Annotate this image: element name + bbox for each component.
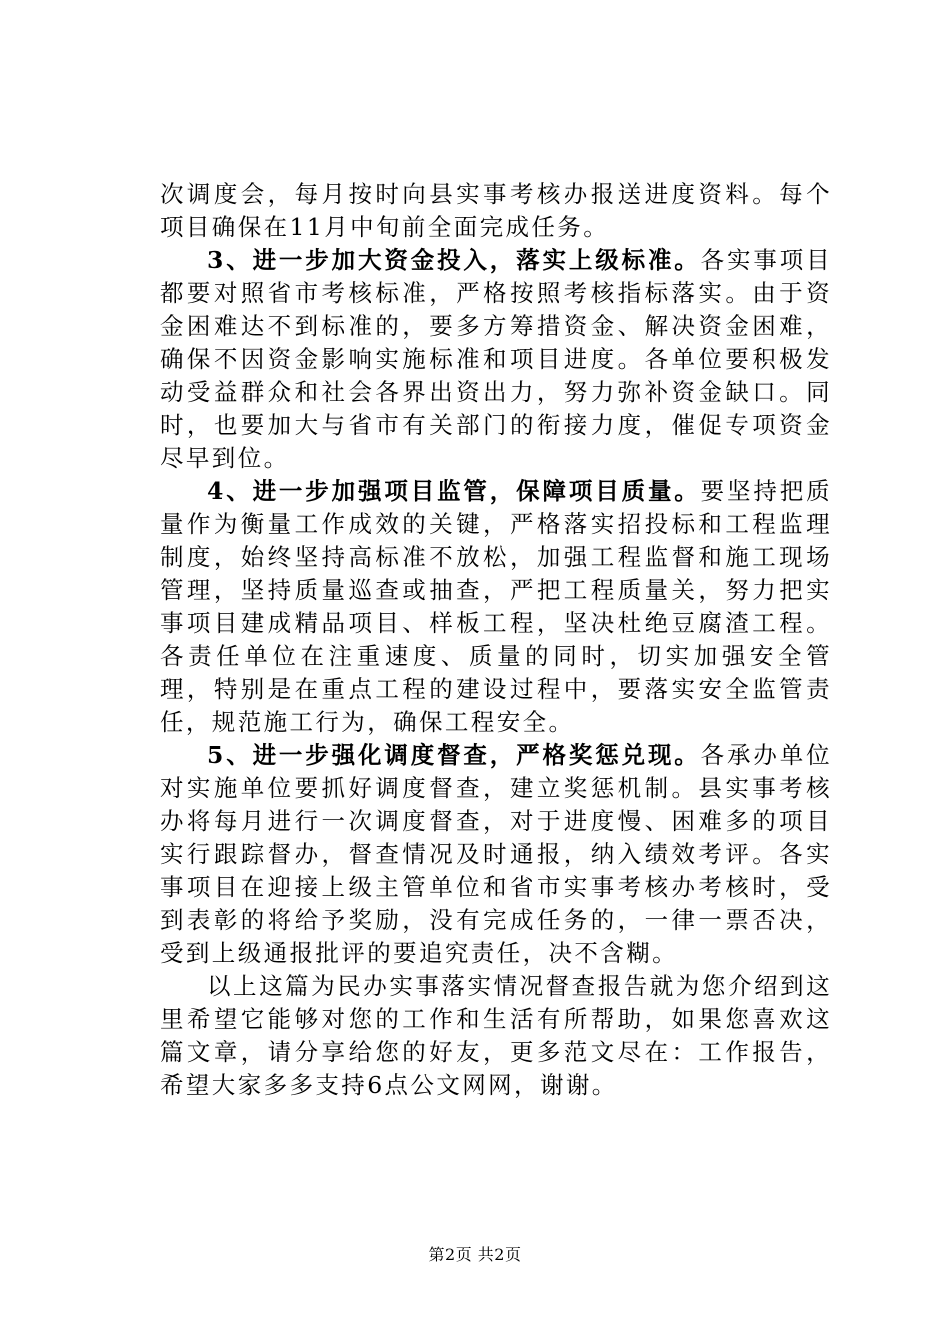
paragraph-heading: 3、进一步加大资金投入，落实上级标准。 — [207, 246, 701, 274]
paragraph-text: 要坚持把质量作为衡量工作成效的关键，严格落实招投标和工程监理制度，始终坚持高标准不放松，加强工程监督和施工现场管理，坚持质量巡查或抽查，严把工程质量关，努力把实事项目建成精品项目、样板工程，坚决杜绝豆腐渣工程。各责任单位在注重速度、质量的同时，切实加强安全管理，特别是在重点工程的建设过程中，要落实安全监管责任，规范施工行为，确保工程安全。 — [160, 477, 833, 736]
paragraph-text: 各承办单位对实施单位要抓好调度督查，建立奖惩机制。县实事考核办将每月进行一次调度督查，对于进度慢、困难多的项目实行跟踪督办，督查情况及时通报，纳入绩效考评。各实事项目在迎接上级主管单位和省市实事考核办考核时，受到表彰的将给予奖励，没有完成任务的，一律一票否决，受到上级通报批评的要追究责任，决不含糊。 — [160, 741, 833, 967]
paragraph-supervision — [160, 475, 832, 739]
page-number-footer: 第2页 共2页 — [428, 1245, 522, 1264]
paragraph-continuation: 次调度会，每月按时向县实事考核办报送进度资料。每个项目确保在11月中旬前全面完成任务。 — [160, 180, 832, 241]
paragraph-heading: 5、进一步强化调度督查，严格奖惩兑现。 — [207, 741, 701, 769]
paragraph-inspection — [160, 739, 832, 970]
document-body — [160, 178, 832, 1102]
paragraph-text: 各实事项目都要对照省市考核标准，严格按照考核指标落实。由于资金困难达不到标准的，要多方筹措资金、解决资金困难，确保不因资金影响实施标准和项目进度。各单位要积极发动受益群众和社会各界出资出力，努力弥补资金缺口。同时，也要加大与省市有关部门的衔接力度，催促专项资金尽早到位。 — [160, 246, 833, 472]
paragraph-heading: 4、进一步加强项目监管，保障项目质量。 — [207, 477, 701, 505]
paragraph-closing: 以上这篇为民办实事落实情况督查报告就为您介绍到这里希望它能够对您的工作和生活有所帮助，如果您喜欢这篇文章，请分享给您的好友，更多范文尽在：工作报告，希望大家多多支持6点公文网网，谢谢。 — [160, 972, 832, 1099]
paragraph-funding — [160, 244, 832, 475]
